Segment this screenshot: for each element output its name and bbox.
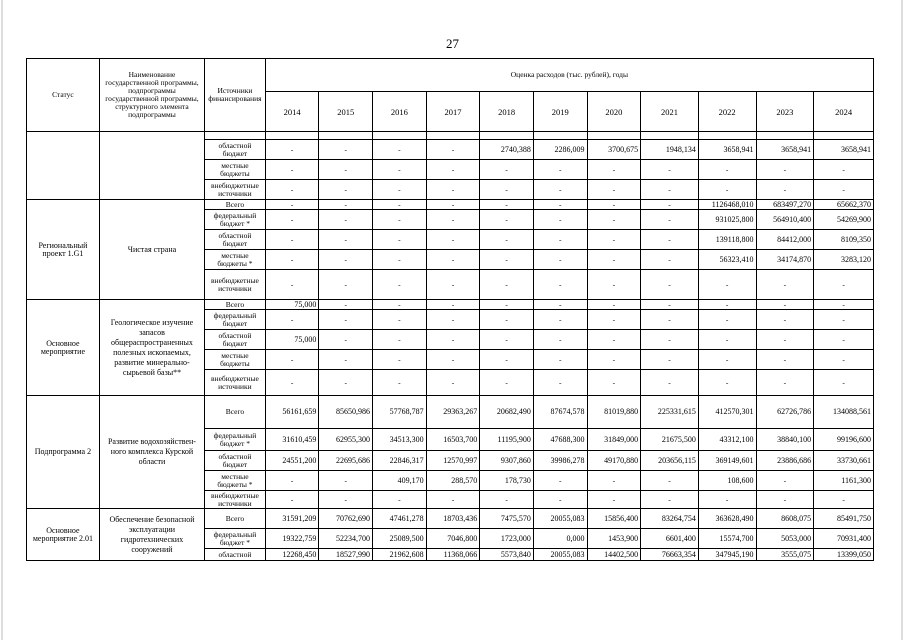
value-cell: 81019,880 xyxy=(587,396,641,429)
value-cell: 70762,690 xyxy=(319,509,373,529)
value-cell: - xyxy=(533,180,587,200)
value-cell xyxy=(814,132,874,140)
value-cell: - xyxy=(265,210,319,230)
program-name-cell: Чистая страна xyxy=(99,200,204,300)
value-cell: - xyxy=(587,180,641,200)
value-cell: - xyxy=(319,270,373,300)
value-cell: 1161,300 xyxy=(814,471,874,491)
value-cell: - xyxy=(587,250,641,270)
value-cell: - xyxy=(698,160,756,180)
value-cell: 21962,608 xyxy=(373,549,427,561)
value-cell: - xyxy=(480,210,534,230)
year-2018: 2018 xyxy=(480,92,534,132)
value-cell: - xyxy=(587,491,641,509)
status-cell: Региональный проект 1.G1 xyxy=(27,200,100,300)
source-cell xyxy=(205,132,266,140)
value-cell: - xyxy=(814,330,874,350)
value-cell: - xyxy=(373,370,427,396)
value-cell: - xyxy=(265,140,319,160)
value-cell: 363628,490 xyxy=(698,509,756,529)
value-cell: - xyxy=(426,270,480,300)
source-cell: областной бюджет xyxy=(205,330,266,350)
value-cell: - xyxy=(587,230,641,250)
value-cell: 12570,997 xyxy=(426,451,480,471)
source-cell: федеральный бюджет * xyxy=(205,210,266,230)
value-cell: - xyxy=(587,300,641,310)
value-cell xyxy=(756,132,814,140)
value-cell: 18703,436 xyxy=(426,509,480,529)
header-program-name: Наименование государственной программы, подпрограммы государственной программы, структурного элемента подпрограммы xyxy=(99,59,204,132)
value-cell: - xyxy=(373,200,427,210)
table-row xyxy=(27,300,874,310)
value-cell: 52234,700 xyxy=(319,529,373,549)
value-cell: - xyxy=(480,491,534,509)
value-cell: - xyxy=(587,270,641,300)
year-2019: 2019 xyxy=(533,92,587,132)
value-cell: 65662,370 xyxy=(814,200,874,210)
value-cell: - xyxy=(533,270,587,300)
value-cell: - xyxy=(373,350,427,370)
value-cell: 7046,800 xyxy=(426,529,480,549)
value-cell: 57768,787 xyxy=(373,396,427,429)
value-cell: - xyxy=(756,300,814,310)
value-cell: - xyxy=(641,250,699,270)
header-sources: Источники финансирования xyxy=(205,59,266,132)
source-cell: местные бюджеты xyxy=(205,160,266,180)
value-cell: - xyxy=(480,270,534,300)
value-cell: 76663,354 xyxy=(641,549,699,561)
value-cell: 3555,075 xyxy=(756,549,814,561)
value-cell: - xyxy=(641,230,699,250)
value-cell: - xyxy=(319,250,373,270)
value-cell: - xyxy=(265,350,319,370)
value-cell: - xyxy=(319,370,373,396)
value-cell: - xyxy=(641,471,699,491)
value-cell: 3658,941 xyxy=(814,140,874,160)
value-cell: 75,000 xyxy=(265,300,319,310)
value-cell: 931025,800 xyxy=(698,210,756,230)
value-cell: - xyxy=(756,471,814,491)
value-cell: - xyxy=(265,491,319,509)
value-cell: - xyxy=(480,200,534,210)
value-cell: 9307,860 xyxy=(480,451,534,471)
value-cell: 13399,050 xyxy=(814,549,874,561)
value-cell: - xyxy=(533,230,587,250)
value-cell: - xyxy=(480,180,534,200)
value-cell: - xyxy=(814,350,874,370)
value-cell: - xyxy=(373,330,427,350)
value-cell: - xyxy=(814,370,874,396)
table-body xyxy=(27,59,874,561)
value-cell: - xyxy=(480,300,534,310)
value-cell: 203656,115 xyxy=(641,451,699,471)
value-cell: 31591,209 xyxy=(265,509,319,529)
value-cell: - xyxy=(641,200,699,210)
value-cell: - xyxy=(814,160,874,180)
value-cell: 43312,100 xyxy=(698,429,756,451)
value-cell: - xyxy=(641,300,699,310)
status-cell: Основное мероприятие xyxy=(27,300,100,396)
value-cell: - xyxy=(698,270,756,300)
value-cell: - xyxy=(426,491,480,509)
value-cell: - xyxy=(319,140,373,160)
value-cell: - xyxy=(533,210,587,230)
source-cell: федеральный бюджет * xyxy=(205,529,266,549)
source-cell: внебюджетные источники xyxy=(205,491,266,509)
value-cell: - xyxy=(814,310,874,330)
value-cell: 225331,615 xyxy=(641,396,699,429)
value-cell: 412570,301 xyxy=(698,396,756,429)
value-cell: - xyxy=(373,140,427,160)
value-cell: 54269,900 xyxy=(814,210,874,230)
value-cell: - xyxy=(426,300,480,310)
value-cell: - xyxy=(698,300,756,310)
value-cell xyxy=(587,132,641,140)
value-cell: - xyxy=(698,350,756,370)
value-cell: 31610,459 xyxy=(265,429,319,451)
value-cell: - xyxy=(587,370,641,396)
source-cell: местные бюджеты xyxy=(205,350,266,370)
source-cell: областной бюджет xyxy=(205,451,266,471)
value-cell: - xyxy=(641,350,699,370)
value-cell: 85491,750 xyxy=(814,509,874,529)
value-cell: 70931,400 xyxy=(814,529,874,549)
value-cell: 2740,388 xyxy=(480,140,534,160)
value-cell: - xyxy=(265,180,319,200)
value-cell: 87674,578 xyxy=(533,396,587,429)
value-cell: - xyxy=(426,210,480,230)
value-cell: 683497,270 xyxy=(756,200,814,210)
value-cell: - xyxy=(814,180,874,200)
value-cell: 288,570 xyxy=(426,471,480,491)
value-cell: 1453,900 xyxy=(587,529,641,549)
value-cell: - xyxy=(641,491,699,509)
value-cell: - xyxy=(319,471,373,491)
year-2023: 2023 xyxy=(756,92,814,132)
value-cell: 5573,840 xyxy=(480,549,534,561)
value-cell xyxy=(373,132,427,140)
value-cell: - xyxy=(426,180,480,200)
value-cell: 5053,000 xyxy=(756,529,814,549)
source-cell: внебюджетные источники xyxy=(205,370,266,396)
header-estimate: Оценка расходов (тыс. рублей), годы xyxy=(265,59,873,92)
value-cell: - xyxy=(756,370,814,396)
value-cell: - xyxy=(533,330,587,350)
value-cell: 1126468,010 xyxy=(698,200,756,210)
table-row xyxy=(27,509,874,529)
value-cell: - xyxy=(756,180,814,200)
value-cell: - xyxy=(319,160,373,180)
value-cell: 108,600 xyxy=(698,471,756,491)
header-row xyxy=(27,59,874,92)
value-cell: 62955,300 xyxy=(319,429,373,451)
value-cell: 0,000 xyxy=(533,529,587,549)
value-cell: 39986,278 xyxy=(533,451,587,471)
value-cell: - xyxy=(641,210,699,230)
source-cell: областной xyxy=(205,549,266,561)
page-number: 27 xyxy=(446,36,459,51)
value-cell: - xyxy=(319,310,373,330)
value-cell: - xyxy=(265,160,319,180)
value-cell: - xyxy=(265,250,319,270)
program-name-cell: Геологическое изучение запасов общераспространенных полезных ископаемых, развитие минерально-сырьевой базы** xyxy=(99,300,204,396)
year-2014: 2014 xyxy=(265,92,319,132)
value-cell: - xyxy=(373,491,427,509)
value-cell: 3658,941 xyxy=(698,140,756,160)
value-cell: - xyxy=(373,270,427,300)
value-cell: 84412,000 xyxy=(756,230,814,250)
value-cell: - xyxy=(756,310,814,330)
value-cell: - xyxy=(756,491,814,509)
value-cell xyxy=(426,132,480,140)
value-cell: 18527,990 xyxy=(319,549,373,561)
value-cell: - xyxy=(756,160,814,180)
value-cell: - xyxy=(641,310,699,330)
value-cell: - xyxy=(426,350,480,370)
value-cell: - xyxy=(814,270,874,300)
value-cell: 19322,759 xyxy=(265,529,319,549)
value-cell: 49170,880 xyxy=(587,451,641,471)
value-cell: - xyxy=(373,310,427,330)
value-cell: 31849,000 xyxy=(587,429,641,451)
value-cell: 8608,075 xyxy=(756,509,814,529)
source-cell: федеральный бюджет xyxy=(205,310,266,330)
source-cell: областной бюджет xyxy=(205,140,266,160)
value-cell: - xyxy=(480,310,534,330)
value-cell: 99196,600 xyxy=(814,429,874,451)
value-cell: - xyxy=(756,330,814,350)
table-row xyxy=(27,200,874,210)
value-cell: 38840,100 xyxy=(756,429,814,451)
value-cell: 29363,267 xyxy=(426,396,480,429)
year-2024: 2024 xyxy=(814,92,874,132)
value-cell: 15574,700 xyxy=(698,529,756,549)
source-cell: Всего xyxy=(205,509,266,529)
value-cell: - xyxy=(587,330,641,350)
source-cell: областной бюджет xyxy=(205,230,266,250)
value-cell: 21675,500 xyxy=(641,429,699,451)
value-cell xyxy=(319,132,373,140)
value-cell: - xyxy=(533,370,587,396)
value-cell: - xyxy=(426,230,480,250)
value-cell: 1723,000 xyxy=(480,529,534,549)
value-cell: 56323,410 xyxy=(698,250,756,270)
value-cell: 85650,986 xyxy=(319,396,373,429)
value-cell: 34174,870 xyxy=(756,250,814,270)
source-cell: Всего xyxy=(205,396,266,429)
value-cell: - xyxy=(698,370,756,396)
year-2021: 2021 xyxy=(641,92,699,132)
program-name-cell: Обеспечение безопасной эксплуатации гидротехнических сооружений xyxy=(99,509,204,561)
value-cell: - xyxy=(641,370,699,396)
value-cell: - xyxy=(319,330,373,350)
value-cell: - xyxy=(756,350,814,370)
year-2017: 2017 xyxy=(426,92,480,132)
value-cell: 1948,134 xyxy=(641,140,699,160)
value-cell: - xyxy=(373,210,427,230)
value-cell: - xyxy=(426,370,480,396)
value-cell: - xyxy=(373,250,427,270)
value-cell: - xyxy=(587,350,641,370)
status-cell xyxy=(27,132,100,200)
value-cell: - xyxy=(533,310,587,330)
value-cell: 47461,278 xyxy=(373,509,427,529)
value-cell: 347945,190 xyxy=(698,549,756,561)
value-cell: - xyxy=(587,160,641,180)
value-cell: - xyxy=(319,180,373,200)
value-cell: - xyxy=(533,250,587,270)
value-cell: 75,000 xyxy=(265,330,319,350)
status-cell: Основное мероприятие 2.01 xyxy=(27,509,100,561)
source-cell: местные бюджеты * xyxy=(205,471,266,491)
value-cell: 11368,066 xyxy=(426,549,480,561)
value-cell xyxy=(641,132,699,140)
value-cell: 33730,661 xyxy=(814,451,874,471)
value-cell: - xyxy=(756,270,814,300)
value-cell: - xyxy=(641,330,699,350)
header-status: Статус xyxy=(27,59,100,132)
value-cell: - xyxy=(426,310,480,330)
value-cell: - xyxy=(319,350,373,370)
value-cell: - xyxy=(373,300,427,310)
value-cell: - xyxy=(480,160,534,180)
value-cell: 20055,083 xyxy=(533,549,587,561)
value-cell: - xyxy=(319,200,373,210)
value-cell: - xyxy=(265,270,319,300)
value-cell: 134088,561 xyxy=(814,396,874,429)
program-name-cell xyxy=(99,132,204,200)
value-cell: 7475,570 xyxy=(480,509,534,529)
budget-table xyxy=(26,58,874,561)
value-cell: 20055,083 xyxy=(533,509,587,529)
value-cell: 16503,700 xyxy=(426,429,480,451)
value-cell: - xyxy=(587,310,641,330)
value-cell: 11195,900 xyxy=(480,429,534,451)
value-cell: - xyxy=(265,471,319,491)
value-cell: 25089,500 xyxy=(373,529,427,549)
value-cell: - xyxy=(814,491,874,509)
value-cell: 47688,300 xyxy=(533,429,587,451)
value-cell: 15856,400 xyxy=(587,509,641,529)
value-cell: 62726,786 xyxy=(756,396,814,429)
value-cell: - xyxy=(319,230,373,250)
table-row xyxy=(27,132,874,140)
source-cell: местные бюджеты * xyxy=(205,250,266,270)
value-cell: 2286,009 xyxy=(533,140,587,160)
value-cell: 178,730 xyxy=(480,471,534,491)
value-cell: 83264,754 xyxy=(641,509,699,529)
value-cell: - xyxy=(698,180,756,200)
value-cell: - xyxy=(265,310,319,330)
value-cell: - xyxy=(587,210,641,230)
status-cell: Подпрограмма 2 xyxy=(27,396,100,509)
value-cell: - xyxy=(265,370,319,396)
value-cell: 3658,941 xyxy=(756,140,814,160)
value-cell: 6601,400 xyxy=(641,529,699,549)
value-cell: 34513,300 xyxy=(373,429,427,451)
value-cell: 56161,659 xyxy=(265,396,319,429)
value-cell: - xyxy=(426,330,480,350)
value-cell: 139118,800 xyxy=(698,230,756,250)
source-cell: федеральный бюджет * xyxy=(205,429,266,451)
value-cell: - xyxy=(426,200,480,210)
value-cell: - xyxy=(373,160,427,180)
value-cell: - xyxy=(587,471,641,491)
year-2020: 2020 xyxy=(587,92,641,132)
value-cell: - xyxy=(698,330,756,350)
value-cell: - xyxy=(480,350,534,370)
value-cell: 369149,601 xyxy=(698,451,756,471)
value-cell: 24551,200 xyxy=(265,451,319,471)
value-cell xyxy=(265,132,319,140)
source-cell: Всего xyxy=(205,200,266,210)
source-cell: Всего xyxy=(205,300,266,310)
value-cell: - xyxy=(533,160,587,180)
value-cell: - xyxy=(698,310,756,330)
value-cell: - xyxy=(698,491,756,509)
value-cell: - xyxy=(265,200,319,210)
table-row xyxy=(27,396,874,429)
value-cell: - xyxy=(319,300,373,310)
source-cell: внебюджетные источники xyxy=(205,180,266,200)
value-cell: - xyxy=(319,491,373,509)
year-2016: 2016 xyxy=(373,92,427,132)
value-cell xyxy=(698,132,756,140)
value-cell: 8109,350 xyxy=(814,230,874,250)
value-cell: 3283,120 xyxy=(814,250,874,270)
value-cell: - xyxy=(319,210,373,230)
value-cell: - xyxy=(641,180,699,200)
value-cell: - xyxy=(587,200,641,210)
value-cell: 20682,490 xyxy=(480,396,534,429)
value-cell: 3700,675 xyxy=(587,140,641,160)
value-cell: - xyxy=(373,230,427,250)
value-cell: - xyxy=(426,250,480,270)
value-cell: - xyxy=(480,330,534,350)
value-cell: - xyxy=(265,230,319,250)
year-2022: 2022 xyxy=(698,92,756,132)
program-name-cell: Развитие водохозяйствен-ного комплекса Курской области xyxy=(99,396,204,509)
value-cell: - xyxy=(533,491,587,509)
value-cell: - xyxy=(426,160,480,180)
value-cell: 409,170 xyxy=(373,471,427,491)
value-cell: 12268,450 xyxy=(265,549,319,561)
year-2015: 2015 xyxy=(319,92,373,132)
value-cell xyxy=(480,132,534,140)
source-cell: внебюджетные источники xyxy=(205,270,266,300)
value-cell: - xyxy=(480,230,534,250)
value-cell: 23886,686 xyxy=(756,451,814,471)
value-cell: 22695,686 xyxy=(319,451,373,471)
value-cell: 14402,500 xyxy=(587,549,641,561)
value-cell: - xyxy=(533,471,587,491)
value-cell: - xyxy=(814,300,874,310)
value-cell: - xyxy=(533,350,587,370)
value-cell: 564910,400 xyxy=(756,210,814,230)
value-cell: - xyxy=(533,200,587,210)
value-cell: - xyxy=(480,250,534,270)
value-cell: - xyxy=(480,370,534,396)
value-cell: - xyxy=(373,180,427,200)
value-cell xyxy=(533,132,587,140)
value-cell: - xyxy=(426,140,480,160)
value-cell: - xyxy=(641,160,699,180)
value-cell: 22846,317 xyxy=(373,451,427,471)
value-cell: - xyxy=(533,300,587,310)
value-cell: - xyxy=(641,270,699,300)
